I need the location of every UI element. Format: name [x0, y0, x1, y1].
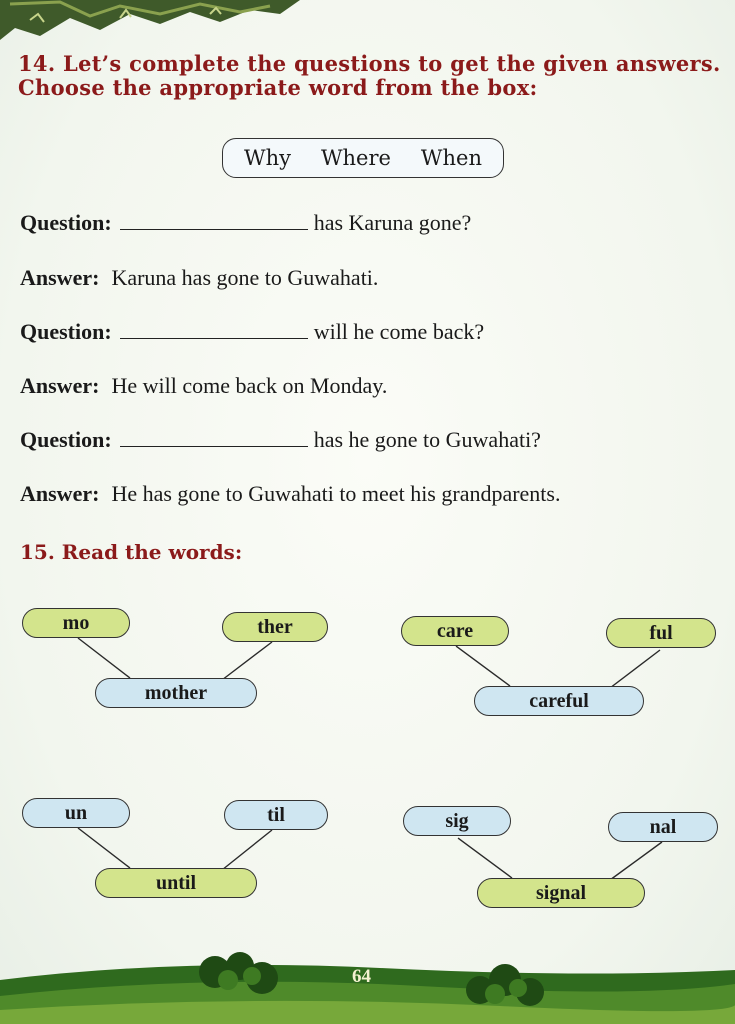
answer-blank-3[interactable]: [120, 428, 308, 447]
syllable-pill-sig: sig: [403, 806, 511, 836]
syllable-pill-mo: mo: [22, 608, 130, 638]
answer-label: Answer:: [20, 265, 100, 290]
syllable-pill-ful: ful: [606, 618, 716, 648]
question-text: has Karuna gone?: [313, 210, 472, 235]
answer-blank-1[interactable]: [120, 211, 308, 230]
question-row-2: [20, 319, 484, 345]
syllable-pill-care: care: [401, 616, 509, 646]
page-number: 64: [352, 966, 371, 987]
word-pill-mother: mother: [95, 678, 257, 708]
question-text: has he gone to Guwahati?: [313, 427, 541, 452]
word-pill-signal: signal: [477, 878, 645, 908]
exercise-14-instructions: [18, 51, 721, 100]
syllable-pill-til: til: [224, 800, 328, 830]
word-choice-where: Where: [320, 146, 391, 170]
syllable-pill-un: un: [22, 798, 130, 828]
exercise-15-title: 15. Read the words:: [20, 540, 243, 564]
answer-row-3: [20, 481, 560, 507]
syllable-pill-nal: nal: [608, 812, 718, 842]
word-choice-when: When: [420, 146, 482, 170]
word-pill-careful: careful: [474, 686, 644, 716]
answer-label: Answer:: [20, 373, 100, 398]
word-choice-box: [222, 138, 504, 178]
question-text: will he come back?: [313, 319, 485, 344]
question-row-3: [20, 427, 541, 453]
answer-row-2: [20, 373, 387, 399]
answer-text: He has gone to Guwahati to meet his grandparents.: [111, 481, 561, 506]
answer-text: He will come back on Monday.: [111, 373, 388, 398]
exercise-14-title-line1: 14. Let’s complete the questions to get the given answers.: [18, 51, 721, 76]
answer-text: Karuna has gone to Guwahati.: [111, 265, 379, 290]
answer-label: Answer:: [20, 481, 100, 506]
answer-blank-2[interactable]: [120, 320, 308, 339]
question-label: Question:: [20, 319, 112, 344]
word-choice-why: Why: [243, 146, 291, 170]
exercise-14-title-line2: Choose the appropriate word from the box:: [18, 75, 538, 100]
top-foliage-decoration: [0, 0, 300, 50]
question-row-1: [20, 210, 471, 236]
question-label: Question:: [20, 427, 112, 452]
question-label: Question:: [20, 210, 112, 235]
answer-row-1: [20, 265, 378, 291]
syllable-pill-ther: ther: [222, 612, 328, 642]
word-pill-until: until: [95, 868, 257, 898]
